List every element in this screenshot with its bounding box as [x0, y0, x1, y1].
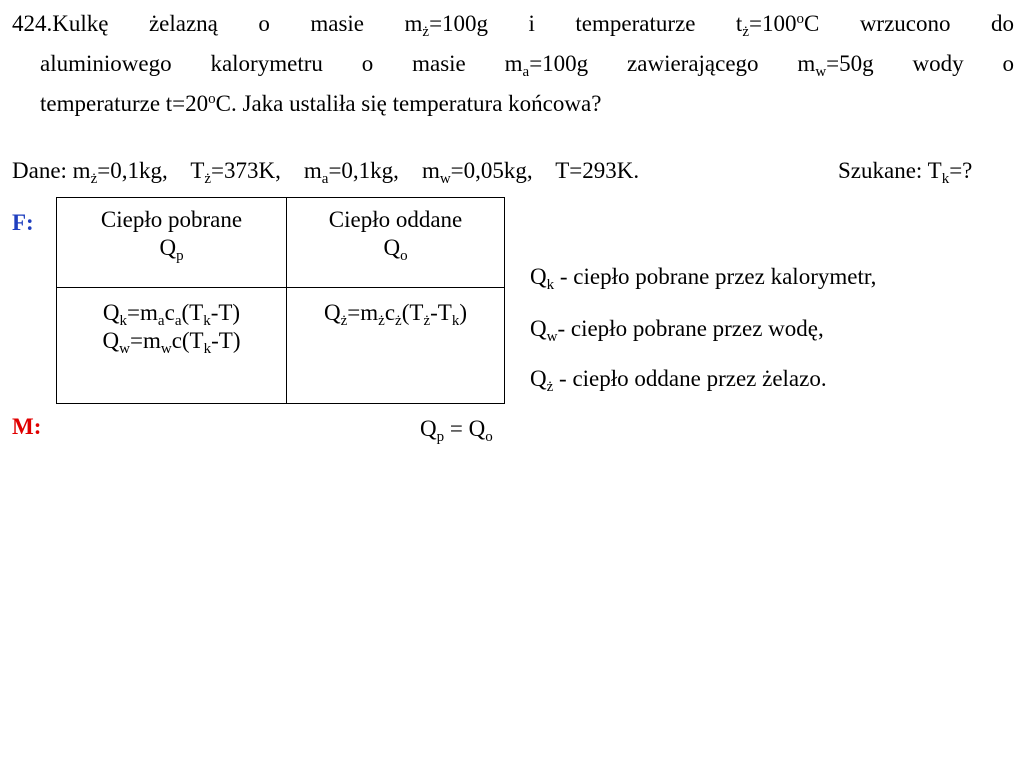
legend-text: - ciepło pobrane przez wodę,: [557, 316, 824, 341]
value: =0,05kg,: [450, 158, 533, 183]
given-m-w: [421, 158, 533, 187]
subscript: w: [439, 171, 451, 187]
symbol: T: [190, 158, 205, 183]
text-fragment: C wrzucono do: [803, 11, 1014, 36]
header-text: Ciepło oddane: [328, 207, 463, 232]
text-fragment: =100g i temperaturze t: [429, 11, 743, 36]
f: Q: [102, 300, 120, 325]
given-m-z: [72, 158, 168, 187]
subscript: ż: [422, 24, 430, 40]
subscript: k: [203, 313, 211, 329]
subscript: p: [436, 429, 445, 445]
subscript: o: [485, 429, 493, 445]
legend-text: - ciepło pobrane przez kalorymetr,: [554, 264, 877, 289]
given-data-line: [12, 157, 639, 185]
f: -T): [210, 300, 241, 325]
subscript: ż: [90, 171, 98, 187]
header-heat-absorbed: [57, 198, 287, 288]
subscript: ż: [204, 171, 212, 187]
table-header-row: [57, 198, 505, 288]
text-fragment: aluminiowego kalorymetru o masie m: [40, 51, 523, 76]
symbol: Q: [383, 235, 401, 260]
problem-number: 424.: [12, 11, 53, 36]
f: = Q: [444, 416, 486, 441]
superscript: o: [208, 91, 216, 107]
problem-statement-line-3: [40, 90, 601, 118]
subscript: k: [203, 341, 212, 357]
value: =0,1kg,: [97, 158, 168, 183]
f: c(T: [171, 328, 204, 353]
value: =0,1kg,: [328, 158, 399, 183]
heat-balance-equation: [420, 416, 493, 445]
section-f-label: F:: [12, 210, 34, 235]
text-fragment: =100g zawierającego m: [529, 51, 816, 76]
f: =m: [129, 328, 161, 353]
symbol: Q: [530, 316, 547, 341]
problem-statement-line-1: [12, 10, 1014, 38]
f: (T: [401, 300, 424, 325]
subscript: k: [546, 277, 555, 293]
f: (T: [181, 300, 204, 325]
given-t-initial: T=293K.: [555, 158, 640, 183]
subscript: a: [522, 64, 530, 80]
table-formula-row: [57, 288, 505, 404]
f: ): [459, 300, 467, 325]
subscript: k: [451, 313, 460, 329]
subscript: p: [176, 248, 184, 264]
superscript: o: [796, 11, 804, 27]
subscript: k: [119, 313, 128, 329]
subscript: a: [321, 171, 329, 187]
header-symbol: [293, 234, 498, 262]
text-fragment: C. Jaka ustaliła się temperatura końcowa?: [215, 91, 602, 116]
symbol: m: [303, 158, 322, 183]
formula-qw: [63, 327, 280, 355]
f: c: [384, 300, 396, 325]
section-m-label: M:: [12, 414, 42, 439]
header-text: Ciepło pobrane: [100, 207, 243, 232]
text-fragment: =100: [749, 11, 797, 36]
f: c: [164, 300, 175, 325]
f: Q: [420, 416, 437, 441]
subscript: ż: [340, 313, 348, 329]
heat-formula-table: [56, 197, 505, 404]
subscript: k: [941, 171, 950, 187]
f: Q: [102, 328, 120, 353]
subscript: ż: [742, 24, 749, 40]
given-m-a: [303, 158, 399, 187]
header-heat-released: [287, 198, 505, 288]
text-fragment: =50g wody o: [826, 51, 1014, 76]
problem-statement-line-2: [40, 50, 1014, 78]
subscript: w: [119, 341, 130, 357]
given-label: Dane:: [12, 158, 67, 183]
formula-qz: [293, 299, 498, 327]
subscript: ż: [423, 313, 431, 329]
text-fragment: temperaturze t=20: [40, 91, 209, 116]
given-t-z: [190, 158, 281, 187]
subscript: ż: [378, 313, 385, 329]
f: Q: [323, 300, 341, 325]
symbol: Q: [530, 366, 547, 391]
subscript: a: [174, 313, 182, 329]
legend-item-qk: [530, 263, 876, 291]
released-formulas-cell: [287, 288, 505, 404]
symbol: Q: [530, 264, 547, 289]
symbol: Q: [159, 235, 177, 260]
subscript: ż: [395, 313, 402, 329]
f: =m: [347, 300, 379, 325]
subscript: a: [157, 313, 165, 329]
subscript: w: [815, 64, 827, 80]
subscript: ż: [546, 379, 554, 395]
value: =373K,: [211, 158, 281, 183]
symbol: m: [72, 158, 91, 183]
legend-item-qz: [530, 365, 827, 393]
f: -T): [211, 328, 241, 353]
legend-text: - ciepło oddane przez żelazo.: [553, 366, 827, 391]
wanted-label: Szukane: T: [838, 158, 942, 183]
wanted-quantity: [838, 157, 972, 185]
formula-qk: [63, 299, 280, 327]
f: =m: [127, 300, 158, 325]
header-symbol: [63, 234, 280, 262]
wanted-value: =?: [949, 158, 973, 183]
subscript: w: [546, 329, 558, 345]
text-fragment: Kulkę żelazną o masie m: [52, 11, 423, 36]
absorbed-formulas-cell: [57, 288, 287, 404]
subscript: o: [400, 248, 408, 264]
legend-item-qw: [530, 315, 824, 343]
symbol: m: [421, 158, 440, 183]
subscript: w: [160, 341, 172, 357]
f: -T: [430, 300, 452, 325]
